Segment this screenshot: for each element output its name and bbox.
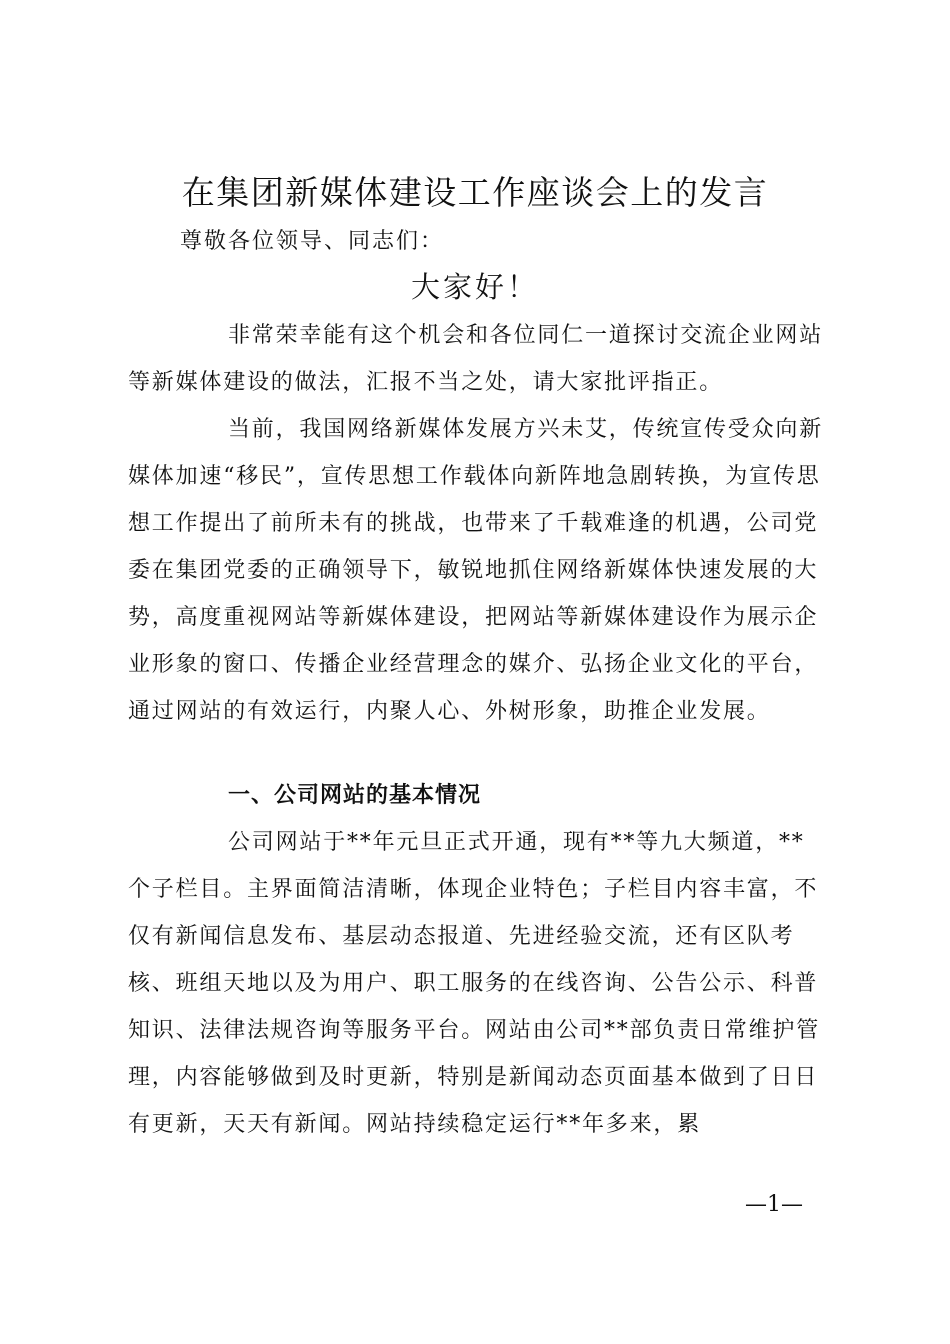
greeting: 大家好！ xyxy=(410,270,539,304)
section-heading: 一、公司网站的基本情况 xyxy=(228,783,482,808)
paragraph-opening: 非常荣幸能有这个机会和各位同仁一道探讨交流企业网站等新媒体建设的做法，汇报不当之处，请大家批评指正。 xyxy=(128,323,824,395)
paragraph-section-one: 公司网站于**年元旦正式开通，现有**等九大频道，**个子栏目。主界面简洁清晰，体现企业特色；子栏目内容丰富，不仅有新闻信息发布、基层动态报道、先进经验交流，还有区队考核、班组天地以及为用户、职工服务的在线咨询、公告公示、科普知识、法律法规咨询等服务平台。网站由公司**部负责日常维护管理，内容能够做到及时更新，特别是新闻动态页面基本做到了日日有更新，天天有新闻。网站持续稳定运行**年多来，累 xyxy=(128,830,821,1137)
paragraph-background: 当前，我国网络新媒体发展方兴未艾，传统宣传受众向新媒体加速“移民”，宣传思想工作载体向新阵地急剧转换，为宣传思想工作提出了前所未有的挑战，也带来了千载难逢的机遇，公司党委在集团党委的正确领导下，敏锐地抓住网络新媒体快速发展的大势，高度重视网站等新媒体建设，把网站等新媒体建设作为展示企业形象的窗口、传播企业经营理念的媒介、弘扬企业文化的平台，通过网站的有效运行，内聚人心、外树形象，助推企业发展。 xyxy=(128,417,824,724)
page-number: —1— xyxy=(745,1192,803,1217)
document-title: 在集团新媒体建设工作座谈会上的发言 xyxy=(181,173,769,212)
salutation: 尊敬各位领导、同志们： xyxy=(180,229,445,254)
